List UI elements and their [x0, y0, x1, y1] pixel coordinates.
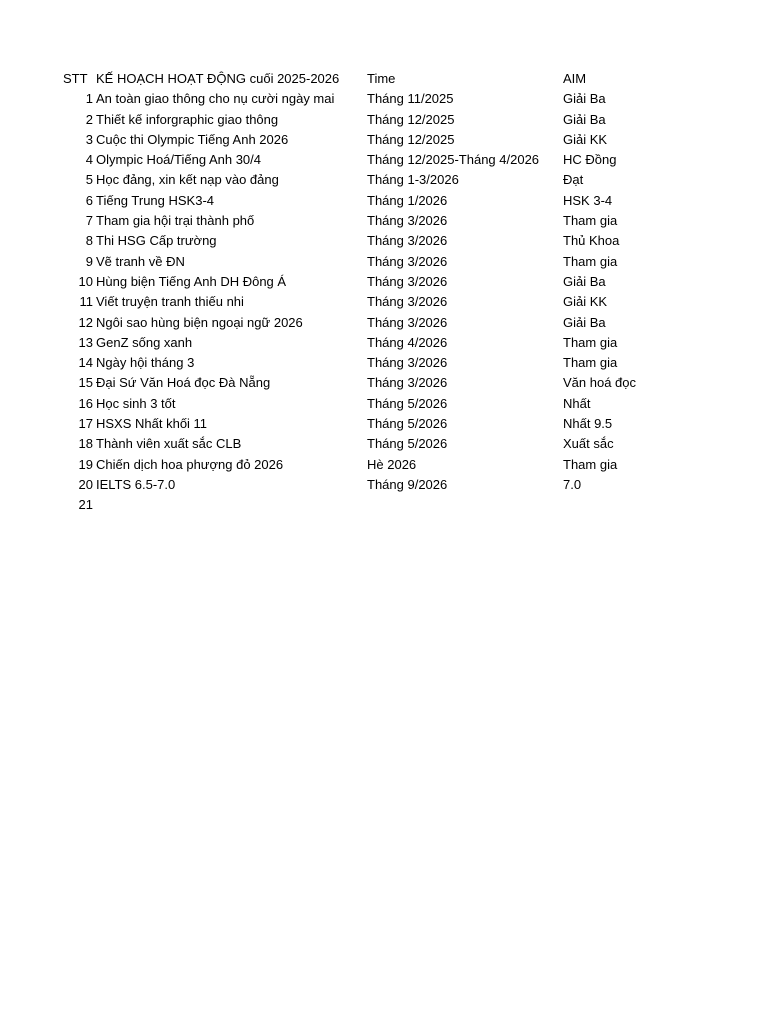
- header-time: Time: [367, 71, 396, 86]
- table-row: [0, 191, 768, 211]
- time-cell: Tháng 3/2026: [367, 233, 448, 249]
- activity-cell: Tiếng Trung HSK3-4: [96, 192, 215, 208]
- time-cell: Tháng 1-3/2026: [367, 172, 459, 188]
- table-row: [0, 292, 768, 312]
- header-row: [0, 69, 768, 89]
- table-row: [0, 475, 768, 495]
- time-cell: Tháng 5/2026: [367, 395, 448, 411]
- time-cell: Tháng 5/2026: [367, 416, 448, 432]
- activity-cell: Ngôi sao hùng biện ngoại ngữ 2026: [96, 314, 303, 330]
- activity-cell: Đại Sứ Văn Hoá đọc Đà Nẵng: [96, 375, 271, 391]
- time-cell: Tháng 12/2025-Tháng 4/2026: [367, 152, 540, 168]
- activity-cell: Thi HSG Cấp trường: [96, 233, 217, 249]
- aim-cell: 7.0: [563, 476, 582, 492]
- activity-cell: Học sinh 3 tốt: [96, 395, 176, 411]
- table-row: [0, 110, 768, 130]
- activity-cell: Cuộc thi Olympic Tiếng Anh 2026: [96, 131, 289, 147]
- aim-cell: Nhất: [563, 395, 591, 411]
- time-cell: Tháng 9/2026: [367, 476, 448, 492]
- aim-cell: Giải Ba: [563, 91, 606, 107]
- stt-cell: 16: [78, 395, 93, 411]
- aim-cell: Giải KK: [563, 131, 608, 147]
- table-row: [0, 231, 768, 251]
- activity-cell: HSXS Nhất khối 11: [96, 416, 208, 432]
- time-cell: Tháng 3/2026: [367, 273, 448, 289]
- time-cell: Tháng 3/2026: [367, 314, 448, 330]
- time-cell: Tháng 12/2025: [367, 111, 455, 127]
- activity-cell: Thiết kế inforgraphic giao thông: [96, 111, 279, 127]
- activity-cell: Tham gia hội trại thành phố: [96, 213, 255, 229]
- stt-cell: 14: [78, 355, 93, 371]
- activity-cell: Hùng biện Tiếng Anh DH Đông Á: [96, 273, 287, 289]
- stt-cell: 1: [85, 91, 93, 107]
- activity-cell: Học đảng, xin kết nạp vào đảng: [96, 172, 279, 188]
- aim-cell: Giải Ba: [563, 314, 606, 330]
- aim-cell: Tham gia: [563, 456, 618, 472]
- aim-cell: Giải KK: [563, 294, 608, 310]
- aim-cell: Giải Ba: [563, 273, 606, 289]
- aim-cell: Tham gia: [563, 253, 618, 269]
- time-cell: Tháng 3/2026: [367, 213, 448, 229]
- time-cell: Tháng 3/2026: [367, 253, 448, 269]
- aim-cell: Tham gia: [563, 355, 618, 371]
- header-stt: STT: [63, 71, 88, 86]
- time-cell: Tháng 4/2026: [367, 334, 448, 350]
- table-row: [0, 211, 768, 231]
- activity-cell: An toàn giao thông cho nụ cười ngày mai: [96, 91, 335, 107]
- time-cell: Tháng 3/2026: [367, 294, 448, 310]
- time-cell: Tháng 3/2026: [367, 355, 448, 371]
- table-row: [0, 313, 768, 333]
- aim-cell: Tham gia: [563, 334, 618, 350]
- stt-cell: 15: [78, 375, 93, 391]
- table-row: [0, 150, 768, 170]
- aim-cell: Thủ Khoa: [563, 233, 620, 249]
- aim-cell: Nhất 9.5: [563, 416, 613, 432]
- activity-cell: Thành viên xuất sắc CLB: [96, 436, 242, 452]
- aim-cell: Đạt: [563, 172, 584, 188]
- table-row: [0, 252, 768, 272]
- table-row: [0, 130, 768, 150]
- time-cell: Tháng 5/2026: [367, 436, 448, 452]
- stt-cell: 17: [78, 416, 93, 432]
- stt-cell: 12: [78, 314, 93, 330]
- stt-cell: 19: [78, 456, 93, 472]
- stt-cell: 4: [85, 152, 93, 168]
- stt-cell: 9: [85, 253, 93, 269]
- aim-cell: HC Đồng: [563, 152, 617, 168]
- time-cell: Tháng 1/2026: [367, 192, 448, 208]
- stt-cell: 10: [78, 273, 93, 289]
- stt-cell: 21: [78, 497, 93, 513]
- stt-cell: 5: [85, 172, 93, 188]
- stt-cell: 18: [78, 436, 93, 452]
- aim-cell: Tham gia: [563, 213, 618, 229]
- stt-cell: 8: [85, 233, 93, 249]
- time-cell: Tháng 11/2025: [367, 91, 454, 107]
- table-row: [0, 353, 768, 373]
- activity-cell: GenZ sống xanh: [96, 334, 193, 350]
- time-cell: Tháng 3/2026: [367, 375, 448, 391]
- activity-cell: Chiến dịch hoa phượng đỏ 2026: [96, 456, 284, 472]
- table-row: [0, 333, 768, 353]
- activity-cell: Ngày hội tháng 3: [96, 355, 195, 371]
- stt-cell: 2: [85, 111, 93, 127]
- activity-cell: IELTS 6.5-7.0: [96, 476, 176, 492]
- table-row: [0, 373, 768, 393]
- stt-cell: 20: [78, 476, 93, 492]
- activity-cell: Viết truyện tranh thiếu nhi: [96, 294, 244, 310]
- table-row: [0, 272, 768, 292]
- table-row: [0, 394, 768, 414]
- activity-plan-table: [0, 69, 768, 516]
- activity-cell: Olympic Hoá/Tiếng Anh 30/4: [96, 152, 261, 168]
- stt-cell: 11: [79, 294, 93, 310]
- time-cell: Tháng 12/2025: [367, 131, 455, 147]
- aim-cell: Văn hoá đọc: [563, 375, 637, 391]
- aim-cell: Xuất sắc: [563, 436, 614, 452]
- activity-cell: Vẽ tranh về ĐN: [96, 253, 185, 269]
- aim-cell: HSK 3-4: [563, 192, 613, 208]
- aim-cell: Giải Ba: [563, 111, 606, 127]
- stt-cell: 6: [85, 192, 93, 208]
- table-row: [0, 495, 768, 515]
- stt-cell: 13: [78, 334, 93, 350]
- time-cell: Hè 2026: [367, 456, 417, 472]
- table-row: [0, 455, 768, 475]
- stt-cell: 3: [85, 131, 93, 147]
- stt-cell: 7: [85, 213, 93, 229]
- header-activity: KẾ HOẠCH HOẠT ĐỘNG cuối 2025-2026: [96, 71, 340, 86]
- table-row: [0, 414, 768, 434]
- table-row: [0, 170, 768, 190]
- table-row: [0, 434, 768, 454]
- table-row: [0, 89, 768, 109]
- header-aim: AIM: [563, 71, 587, 86]
